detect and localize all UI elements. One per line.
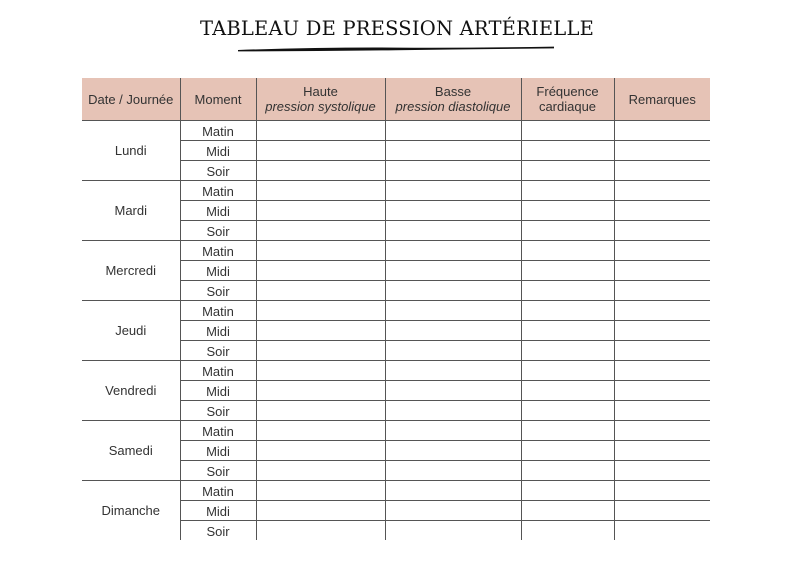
day-label: Mercredi — [82, 241, 180, 301]
moment-label: Matin — [180, 481, 256, 501]
day-label: Jeudi — [82, 301, 180, 361]
systolic-cell[interactable] — [256, 261, 385, 281]
header-heart-label2: cardiaque — [538, 99, 597, 114]
diastolic-cell[interactable] — [385, 421, 521, 441]
remarks-cell[interactable] — [614, 361, 710, 381]
moment-label: Matin — [180, 121, 256, 141]
diastolic-cell[interactable] — [385, 321, 521, 341]
remarks-cell[interactable] — [614, 121, 710, 141]
systolic-cell[interactable] — [256, 121, 385, 141]
remarks-cell[interactable] — [614, 341, 710, 361]
page-title: TABLEAU DE PRESSION ARTÉRIELLE — [199, 17, 595, 40]
table-row — [82, 481, 710, 501]
heart-rate-cell[interactable] — [521, 501, 614, 521]
moment-label: Matin — [180, 241, 256, 261]
moment-label: Midi — [180, 201, 256, 221]
moment-label: Matin — [180, 301, 256, 321]
heart-rate-cell[interactable] — [521, 401, 614, 421]
table-row — [82, 421, 710, 441]
header-low-pressure — [385, 78, 521, 121]
moment-label: Midi — [180, 321, 256, 341]
heart-rate-cell[interactable] — [521, 201, 614, 221]
moment-label: Matin — [180, 421, 256, 441]
remarks-cell[interactable] — [614, 141, 710, 161]
systolic-cell[interactable] — [256, 281, 385, 301]
header-heart-rate — [521, 78, 614, 121]
moment-label: Midi — [180, 261, 256, 281]
remarks-cell[interactable] — [614, 181, 710, 201]
table-row — [82, 121, 710, 141]
heart-rate-cell[interactable] — [521, 241, 614, 261]
diastolic-cell[interactable] — [385, 201, 521, 221]
diastolic-cell[interactable] — [385, 241, 521, 261]
table-row — [82, 241, 710, 261]
heart-rate-cell[interactable] — [521, 441, 614, 461]
header-heart-label1: Fréquence — [536, 84, 599, 99]
header-moment: Moment — [180, 78, 256, 121]
header-high-label: Haute — [303, 84, 338, 99]
diastolic-cell[interactable] — [385, 401, 521, 421]
day-label: Dimanche — [101, 503, 161, 518]
moment-label: Soir — [180, 521, 256, 541]
remarks-cell[interactable] — [614, 241, 710, 261]
systolic-cell[interactable] — [256, 321, 385, 341]
remarks-cell[interactable] — [614, 481, 710, 501]
systolic-cell[interactable] — [256, 521, 385, 541]
remarks-cell[interactable] — [614, 301, 710, 321]
heart-rate-cell[interactable] — [521, 221, 614, 241]
systolic-cell[interactable] — [256, 221, 385, 241]
diastolic-cell[interactable] — [385, 281, 521, 301]
table-body — [82, 121, 710, 541]
header-day: Date / Journée — [82, 78, 180, 121]
heart-rate-cell[interactable] — [521, 261, 614, 281]
heart-rate-cell[interactable] — [521, 161, 614, 181]
remarks-cell[interactable] — [614, 261, 710, 281]
remarks-cell[interactable] — [614, 381, 710, 401]
table-row — [82, 181, 710, 201]
heart-rate-cell[interactable] — [521, 121, 614, 141]
moment-label: Soir — [180, 221, 256, 241]
systolic-cell[interactable] — [256, 201, 385, 221]
systolic-cell[interactable] — [256, 461, 385, 481]
remarks-cell[interactable] — [614, 421, 710, 441]
heart-rate-cell[interactable] — [521, 381, 614, 401]
day-label: Lundi — [82, 121, 180, 181]
heart-rate-cell[interactable] — [521, 321, 614, 341]
header-low-sublabel: pression diastolique — [395, 99, 511, 114]
diastolic-cell[interactable] — [385, 341, 521, 361]
header-low-label: Basse — [434, 84, 472, 99]
systolic-cell[interactable] — [256, 441, 385, 461]
remarks-cell[interactable] — [614, 221, 710, 241]
title-underline — [236, 44, 556, 54]
moment-label: Midi — [180, 381, 256, 401]
diastolic-cell[interactable] — [385, 121, 521, 141]
table-row — [82, 301, 710, 321]
moment-label: Soir — [180, 161, 256, 181]
header-row — [82, 78, 710, 121]
systolic-cell[interactable] — [256, 381, 385, 401]
diastolic-cell[interactable] — [385, 501, 521, 521]
systolic-cell[interactable] — [256, 241, 385, 261]
diastolic-cell[interactable] — [385, 481, 521, 501]
heart-rate-cell[interactable] — [521, 301, 614, 321]
remarks-cell[interactable] — [614, 201, 710, 221]
remarks-cell[interactable] — [614, 461, 710, 481]
diastolic-cell[interactable] — [385, 141, 521, 161]
heart-rate-cell[interactable] — [521, 481, 614, 501]
diastolic-cell[interactable] — [385, 461, 521, 481]
systolic-cell[interactable] — [256, 141, 385, 161]
systolic-cell[interactable] — [256, 501, 385, 521]
diastolic-cell[interactable] — [385, 361, 521, 381]
heart-rate-cell[interactable] — [521, 341, 614, 361]
heart-rate-cell[interactable] — [521, 141, 614, 161]
header-high-pressure — [256, 78, 385, 121]
moment-label: Matin — [180, 181, 256, 201]
diastolic-cell[interactable] — [385, 221, 521, 241]
diastolic-cell[interactable] — [385, 161, 521, 181]
remarks-cell[interactable] — [614, 501, 710, 521]
table-row — [82, 361, 710, 381]
diastolic-cell[interactable] — [385, 261, 521, 281]
day-label: Vendredi — [82, 361, 180, 421]
diastolic-cell[interactable] — [385, 441, 521, 461]
diastolic-cell[interactable] — [385, 521, 521, 541]
moment-label: Soir — [180, 401, 256, 421]
systolic-cell[interactable] — [256, 361, 385, 381]
systolic-cell[interactable] — [256, 401, 385, 421]
heart-rate-cell[interactable] — [521, 521, 614, 541]
heart-rate-cell[interactable] — [521, 461, 614, 481]
moment-label: Soir — [180, 461, 256, 481]
moment-label: Matin — [180, 361, 256, 381]
systolic-cell[interactable] — [256, 301, 385, 321]
systolic-cell[interactable] — [256, 421, 385, 441]
day-label: Mardi — [82, 181, 180, 241]
systolic-cell[interactable] — [256, 181, 385, 201]
remarks-cell[interactable] — [614, 441, 710, 461]
heart-rate-cell[interactable] — [521, 181, 614, 201]
moment-label: Soir — [180, 281, 256, 301]
heart-rate-cell[interactable] — [521, 421, 614, 441]
header-remarks: Remarques — [614, 78, 710, 121]
diastolic-cell[interactable] — [385, 181, 521, 201]
remarks-cell[interactable] — [614, 281, 710, 301]
remarks-cell[interactable] — [614, 521, 710, 541]
blood-pressure-table — [82, 78, 710, 540]
moment-label: Midi — [180, 501, 256, 521]
heart-rate-cell[interactable] — [521, 361, 614, 381]
heart-rate-cell[interactable] — [521, 281, 614, 301]
remarks-cell[interactable] — [614, 321, 710, 341]
remarks-cell[interactable] — [614, 161, 710, 181]
diastolic-cell[interactable] — [385, 301, 521, 321]
day-label: Samedi — [82, 421, 180, 481]
moment-label: Soir — [180, 341, 256, 361]
diastolic-cell[interactable] — [385, 381, 521, 401]
remarks-cell[interactable] — [614, 401, 710, 421]
systolic-cell[interactable] — [256, 341, 385, 361]
systolic-cell[interactable] — [256, 481, 385, 501]
header-high-sublabel: pression systolique — [265, 99, 376, 114]
systolic-cell[interactable] — [256, 161, 385, 181]
moment-label: Midi — [180, 141, 256, 161]
moment-label: Midi — [180, 441, 256, 461]
